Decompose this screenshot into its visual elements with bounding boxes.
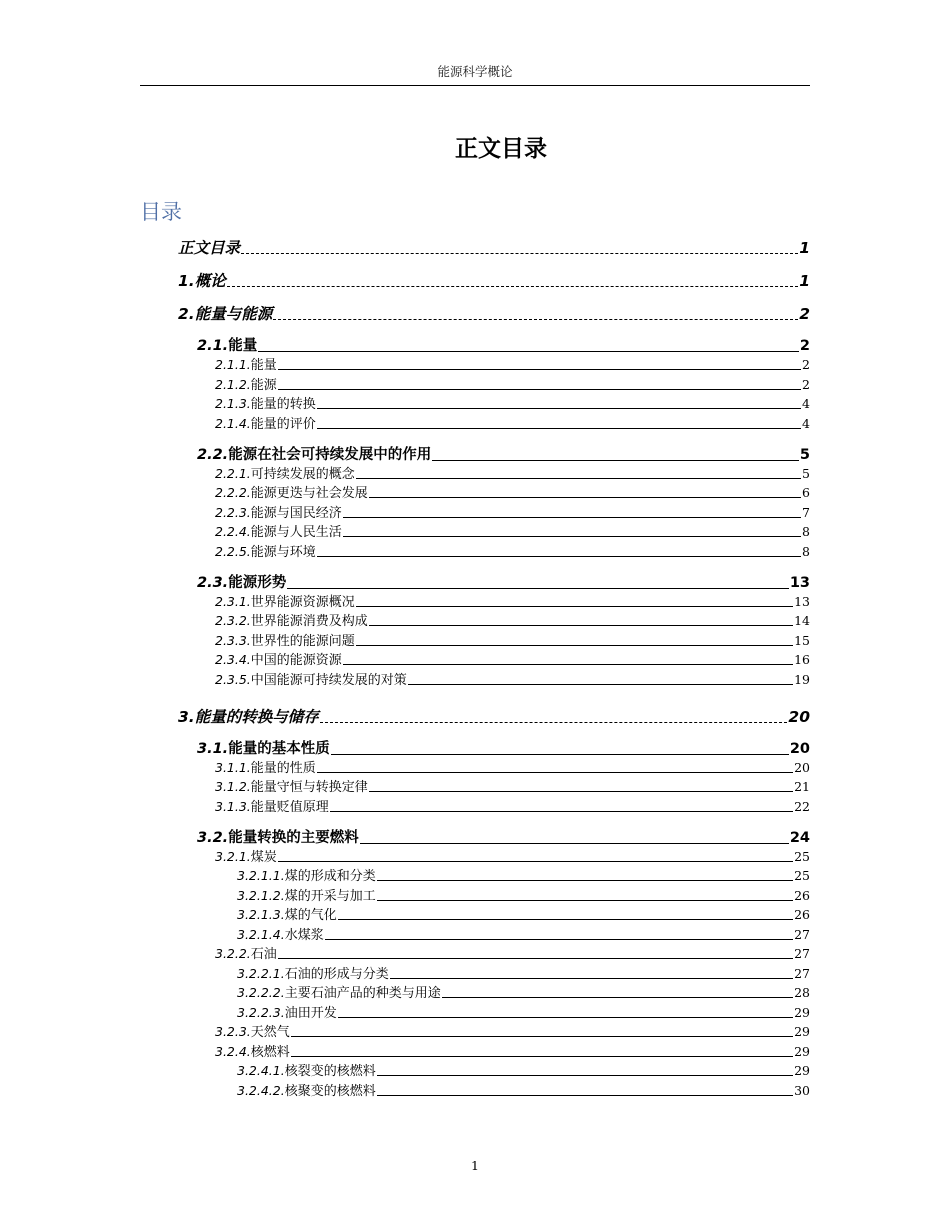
toc-leader-line bbox=[356, 645, 793, 646]
toc-entry-page: 1 bbox=[799, 239, 810, 257]
toc-entry-number: 2.3. bbox=[197, 574, 229, 591]
toc-leader-line bbox=[317, 408, 801, 409]
toc-leader-line bbox=[390, 978, 793, 979]
toc-entry[interactable] bbox=[237, 904, 810, 923]
toc-leader-line bbox=[377, 880, 793, 881]
toc-leader-line bbox=[317, 556, 801, 557]
toc-leader-line bbox=[377, 1075, 793, 1076]
toc-entry-title: 能量贬值原理 bbox=[250, 799, 329, 815]
toc-entry-title: 能量与能源 bbox=[194, 305, 273, 323]
toc-entry-page: 4 bbox=[802, 415, 810, 431]
toc-leader-line bbox=[278, 369, 801, 370]
toc-entry-number: 3.2.1.2. bbox=[237, 887, 285, 903]
toc-entry[interactable] bbox=[237, 924, 810, 943]
toc-entry[interactable] bbox=[215, 502, 810, 521]
toc-entry[interactable] bbox=[215, 776, 810, 795]
toc-entry[interactable] bbox=[215, 393, 810, 412]
page-number: 1 bbox=[471, 1158, 479, 1173]
toc-leader-line bbox=[442, 997, 793, 998]
toc-entry-number: 2.1. bbox=[197, 338, 229, 354]
toc-entry-title: 能源更迭与社会发展 bbox=[250, 486, 368, 501]
toc-entry-title: 中国的能源资源 bbox=[250, 653, 342, 668]
toc-entry-title: 世界能源消费及构成 bbox=[250, 614, 368, 629]
toc-entry-page: 20 bbox=[788, 707, 810, 726]
toc-entry[interactable] bbox=[215, 521, 810, 540]
toc-entry[interactable] bbox=[197, 737, 810, 758]
toc-entry-page: 26 bbox=[794, 887, 810, 903]
toc-entry-number: 2.1.3. bbox=[215, 396, 251, 411]
toc-entry-title: 能量的转换 bbox=[250, 397, 316, 412]
toc-entry[interactable] bbox=[215, 1041, 810, 1060]
toc-entry-number: 2.1.2. bbox=[215, 376, 251, 392]
toc-entry-number: 3.1. bbox=[197, 740, 229, 757]
toc-entry-number: 3.1.1. bbox=[215, 759, 251, 775]
toc-entry-number: 3.2.3. bbox=[215, 1024, 251, 1039]
toc-leader-line bbox=[317, 428, 801, 429]
toc-entry-page: 16 bbox=[794, 652, 810, 667]
toc-entry-title: 能源 bbox=[250, 377, 277, 393]
toc-entry-page: 20 bbox=[789, 740, 810, 757]
toc-entry[interactable] bbox=[178, 302, 810, 324]
toc-entry[interactable] bbox=[215, 354, 810, 373]
toc-entry-title: 煤炭 bbox=[250, 849, 277, 865]
toc-leader-line bbox=[338, 919, 793, 920]
toc-entry-title: 主要石油产品的种类与用途 bbox=[284, 986, 441, 1001]
toc-entry-title: 煤的气化 bbox=[284, 908, 337, 923]
running-header: 能源科学概论 bbox=[437, 64, 513, 79]
toc-entry[interactable] bbox=[215, 630, 810, 649]
toc-entry-title: 石油 bbox=[250, 947, 277, 962]
toc-entry-page: 7 bbox=[802, 504, 810, 520]
toc-entry-title: 能量的性质 bbox=[250, 760, 316, 776]
toc-entry[interactable] bbox=[215, 610, 810, 629]
toc-leader-line bbox=[325, 939, 793, 940]
toc-leader-line bbox=[338, 1017, 793, 1018]
toc-entry-number: 3. bbox=[178, 707, 195, 726]
toc-entry-page: 29 bbox=[794, 1024, 810, 1039]
toc-entry-page: 2 bbox=[799, 305, 810, 323]
toc-entry-number: 3.2.1. bbox=[215, 848, 251, 864]
toc-entry-title: 能量的基本性质 bbox=[228, 740, 330, 757]
toc-entry-number: 3.2.4.2. bbox=[237, 1082, 285, 1098]
toc-leader-line bbox=[317, 772, 793, 773]
toc-entry-title: 核聚变的核燃料 bbox=[284, 1083, 376, 1099]
toc-entry-title: 能量转换的主要燃料 bbox=[228, 829, 359, 846]
toc-entry-page: 27 bbox=[794, 946, 810, 961]
toc-entry[interactable] bbox=[237, 963, 810, 982]
toc-entry-title: 核裂变的核燃料 bbox=[284, 1064, 376, 1079]
toc-leader-line bbox=[291, 1056, 793, 1057]
toc-entry-number: 1. bbox=[178, 272, 195, 290]
toc-entry-title: 煤的形成和分类 bbox=[284, 869, 376, 884]
toc-leader-line bbox=[330, 811, 793, 812]
toc-entry[interactable] bbox=[215, 846, 810, 865]
toc-entry-page: 14 bbox=[794, 613, 810, 628]
toc-entry-page: 25 bbox=[794, 868, 810, 883]
toc-leader-line bbox=[356, 606, 793, 607]
toc-leader-line bbox=[273, 319, 798, 320]
toc-entry[interactable] bbox=[237, 865, 810, 884]
toc-leader-line bbox=[227, 286, 799, 287]
toc-entry-number: 3.2.1.3. bbox=[237, 907, 285, 922]
toc-leader-line bbox=[343, 536, 801, 537]
toc-entry-number: 2.2.4. bbox=[215, 524, 251, 539]
toc-entry-page: 6 bbox=[802, 485, 810, 500]
toc-entry-page: 21 bbox=[794, 779, 810, 794]
toc-entry-number: 2. bbox=[178, 305, 195, 323]
toc-entry[interactable] bbox=[215, 943, 810, 962]
toc-entry-number: 2.2.2. bbox=[215, 485, 251, 500]
toc-leader-line bbox=[343, 664, 793, 665]
toc-entry-title: 可持续发展的概念 bbox=[250, 466, 355, 482]
toc-leader-line bbox=[356, 478, 801, 479]
toc-entry[interactable] bbox=[215, 669, 810, 688]
toc-entry-number: 3.2.1.1. bbox=[237, 868, 285, 883]
toc-entry-title: 正文目录 bbox=[178, 239, 241, 257]
toc-entry-page: 13 bbox=[789, 574, 810, 591]
toc-entry-page: 15 bbox=[794, 632, 810, 648]
toc-entry-number: 3.1.3. bbox=[215, 798, 251, 814]
toc-entry[interactable] bbox=[237, 982, 810, 1001]
toc-entry[interactable] bbox=[215, 374, 810, 393]
toc-entry-title: 能量的转换与储存 bbox=[194, 707, 319, 726]
toc-leader-line bbox=[369, 791, 793, 792]
toc-entry[interactable] bbox=[237, 1060, 810, 1079]
toc-entry-title: 世界性的能源问题 bbox=[250, 633, 355, 649]
toc-entry[interactable] bbox=[215, 541, 810, 560]
toc-entry-page: 28 bbox=[794, 985, 810, 1000]
toc-leader-line bbox=[408, 684, 793, 685]
toc-entry-title: 核燃料 bbox=[250, 1044, 290, 1060]
toc-entry-number: 2.3.2. bbox=[215, 613, 251, 628]
toc-leader-line bbox=[377, 1095, 793, 1096]
toc-entry-title: 天然气 bbox=[250, 1025, 290, 1040]
page-title: 正文目录 bbox=[455, 136, 547, 162]
toc-entry-page: 5 bbox=[799, 446, 810, 463]
toc-entry-title: 能源形势 bbox=[228, 574, 287, 591]
toc-entry[interactable] bbox=[215, 796, 810, 815]
toc-entry-title: 能量的评价 bbox=[250, 416, 316, 432]
toc-entry-number: 2.3.5. bbox=[215, 671, 251, 687]
toc-entry-number: 2.1.4. bbox=[215, 415, 251, 431]
toc-entry-page: 20 bbox=[794, 759, 810, 775]
toc-entry[interactable] bbox=[178, 269, 810, 291]
toc-entry-number: 3.2.2. bbox=[215, 946, 251, 961]
toc-entry-page: 4 bbox=[802, 396, 810, 411]
toc-entry-title: 能量守恒与转换定律 bbox=[250, 780, 368, 795]
toc-entry-number: 3.2.2.2. bbox=[237, 985, 285, 1000]
toc-entry-title: 能量 bbox=[228, 338, 258, 354]
toc-leader-line bbox=[369, 625, 793, 626]
toc-entry-number: 2.3.4. bbox=[215, 652, 251, 667]
toc-entry-page: 27 bbox=[794, 965, 810, 981]
toc-entry-number: 3.2.2.1. bbox=[237, 965, 285, 981]
toc-entry-page: 24 bbox=[789, 829, 810, 846]
toc-entry[interactable] bbox=[237, 1080, 810, 1099]
toc-entry[interactable] bbox=[215, 463, 810, 482]
toc-entry-number: 3.2. bbox=[197, 829, 229, 846]
toc-entry-number: 2.3.1. bbox=[215, 593, 251, 609]
toc-entry-page: 25 bbox=[794, 848, 810, 864]
toc-entry-number: 2.2. bbox=[197, 446, 229, 463]
toc-entry-number: 3.2.4.1. bbox=[237, 1063, 285, 1078]
toc-entry[interactable] bbox=[215, 482, 810, 501]
toc-leader-line bbox=[343, 517, 801, 518]
toc-entry-number: 2.2.3. bbox=[215, 504, 251, 520]
toc-entry-number: 2.2.1. bbox=[215, 465, 251, 481]
toc-entry-title: 煤的开采与加工 bbox=[284, 888, 376, 904]
toc-entry[interactable] bbox=[237, 1002, 810, 1021]
toc-entry-title: 世界能源资源概况 bbox=[250, 594, 355, 610]
toc-entry-title: 能源与人民生活 bbox=[250, 525, 342, 540]
toc-entry-title: 能源与环境 bbox=[250, 544, 316, 560]
toc-leader-line bbox=[291, 1036, 793, 1037]
toc-entry-number: 3.1.2. bbox=[215, 779, 251, 794]
toc-entry-page: 22 bbox=[794, 798, 810, 814]
toc-entry[interactable] bbox=[237, 885, 810, 904]
toc-entry-page: 2 bbox=[802, 376, 810, 392]
toc-entry[interactable] bbox=[178, 236, 810, 258]
toc-leader-line bbox=[241, 253, 798, 254]
toc-leader-line bbox=[278, 958, 793, 959]
toc-entry[interactable] bbox=[215, 591, 810, 610]
toc-leader-line bbox=[278, 861, 793, 862]
toc-entry-title: 能源与国民经济 bbox=[250, 505, 342, 521]
toc-entry-page: 27 bbox=[794, 926, 810, 942]
toc-entry-page: 8 bbox=[802, 524, 810, 539]
toc-entry-number: 3.2.1.4. bbox=[237, 926, 285, 942]
toc-entry-number: 3.2.2.3. bbox=[237, 1004, 285, 1020]
toc-entry[interactable] bbox=[197, 334, 810, 355]
toc-entry-page: 29 bbox=[794, 1063, 810, 1078]
toc-entry-page: 8 bbox=[802, 543, 810, 559]
toc-entry[interactable] bbox=[178, 705, 810, 727]
toc-leader-line bbox=[369, 497, 801, 498]
toc-entry[interactable] bbox=[197, 443, 810, 464]
toc-entry-page: 30 bbox=[794, 1082, 810, 1098]
toc-entry-page: 1 bbox=[799, 272, 810, 290]
toc-entry-number: 2.3.3. bbox=[215, 632, 251, 648]
toc-entry-title: 能量 bbox=[250, 358, 277, 373]
toc-entry-page: 2 bbox=[799, 338, 810, 354]
toc-entry[interactable] bbox=[215, 757, 810, 776]
toc-entry-title: 中国能源可持续发展的对策 bbox=[250, 672, 407, 688]
toc-entry-number: 2.2.5. bbox=[215, 543, 251, 559]
toc-heading: 目录 bbox=[140, 200, 182, 224]
toc-entry-page: 13 bbox=[794, 593, 810, 609]
toc-entry-title: 石油的形成与分类 bbox=[284, 966, 389, 982]
toc-entry-page: 2 bbox=[802, 357, 810, 372]
toc-leader-line bbox=[331, 754, 789, 755]
toc-leader-line bbox=[432, 460, 799, 461]
toc-leader-line bbox=[377, 900, 793, 901]
toc-entry-page: 26 bbox=[794, 907, 810, 922]
toc-leader-line bbox=[258, 351, 799, 352]
toc-entry[interactable] bbox=[215, 649, 810, 668]
toc-entry-title: 水煤浆 bbox=[284, 927, 324, 943]
toc-leader-line bbox=[278, 389, 801, 390]
toc-entry[interactable] bbox=[197, 826, 810, 847]
toc-leader-line bbox=[287, 588, 789, 589]
toc-entry-title: 油田开发 bbox=[284, 1005, 337, 1021]
toc-entry-number: 2.1.1. bbox=[215, 357, 251, 372]
toc-entry-page: 5 bbox=[802, 465, 810, 481]
toc-entry-title: 能源在社会可持续发展中的作用 bbox=[228, 446, 432, 463]
toc-entry[interactable] bbox=[215, 1021, 810, 1040]
toc-entry[interactable] bbox=[197, 571, 810, 592]
toc-leader-line bbox=[320, 722, 788, 723]
toc-entry-page: 29 bbox=[794, 1004, 810, 1020]
toc-entry-title: 概论 bbox=[194, 272, 226, 290]
toc-entry-number: 3.2.4. bbox=[215, 1043, 251, 1059]
toc-entry[interactable] bbox=[215, 413, 810, 432]
toc-entry-page: 29 bbox=[794, 1043, 810, 1059]
toc-entry-page: 19 bbox=[794, 671, 810, 687]
toc-leader-line bbox=[360, 843, 789, 844]
